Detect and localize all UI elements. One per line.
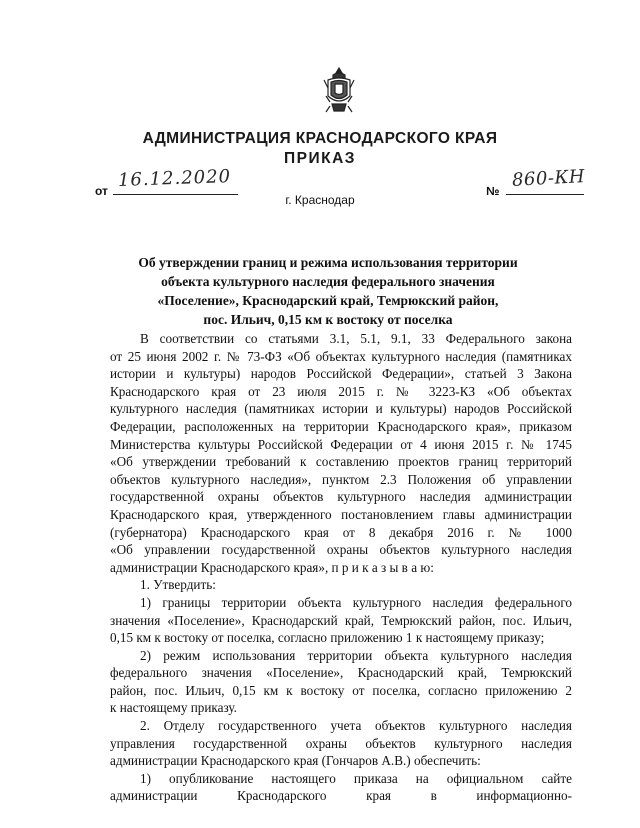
organization-heading: АДМИНИСТРАЦИЯ КРАСНОДАРСКОГО КРАЯ — [142, 130, 498, 147]
body-line: федерального значения «Поселение», Краснодарский край, Темрюкский — [110, 665, 572, 681]
handwritten-date: 16.12.2020 — [117, 166, 232, 191]
document-type-heading: ПРИКАЗ — [284, 150, 356, 167]
body-line: к настоящему приказу. — [110, 700, 237, 716]
body-line: (губернатора) Краснодарского края от 8 декабря 2016 г. № 1000 — [110, 524, 572, 540]
body-line: от 25 июня 2002 г. № 73-ФЗ «Об объектах культурного наследия (памятниках — [110, 348, 572, 364]
body-line: 2) режим использования территории объекта культурного наследия — [140, 647, 572, 663]
body-line: 1) опубликование настоящего приказа на официальном сайте — [140, 770, 572, 786]
body-line: 1. Утвердить: — [140, 577, 216, 593]
body-line: управления государственной охраны объектов культурного наследия — [110, 735, 572, 751]
body-line: государственной охраны объектов культурного наследия администрации — [110, 489, 572, 505]
body-line: значения «Поселение», Краснодарский край, Темрюкский район, пос. Ильич, — [110, 612, 572, 628]
body-line: Краснодарского края, утвержденного постановлением главы администрации — [110, 506, 572, 522]
handwritten-number: 860-КН — [511, 166, 586, 191]
date-label: от — [95, 184, 108, 198]
city-line: г. Краснодар — [285, 193, 355, 207]
body-line: Краснодарского края от 23 июля 2015 г. № 3223-КЗ «Об объектах — [110, 383, 572, 399]
subject-line: Об утверждении границ и режима использования территории — [138, 255, 518, 270]
body-line: культурного наследия (памятниках истории и культуры) народов Российской — [110, 401, 572, 417]
body-line: «Об утверждении требований к составлению проектов границ территорий — [110, 454, 572, 470]
body-line: 1) границы территории объекта культурного наследия федерального — [140, 594, 572, 610]
subject-line: объекта культурного наследия федерального значения — [161, 274, 495, 289]
body-line: истории и культуры) народов Российской Федерации», статьей 3 Закона — [110, 366, 572, 382]
order-subject — [128, 253, 528, 329]
body-line: администрации Краснодарского края», п р и к а з ы в а ю: — [110, 559, 434, 575]
order-body-text — [110, 330, 572, 805]
body-line: В соответствии со статьями 3.1, 5.1, 9.1, 33 Федерального закона — [140, 331, 572, 346]
body-line: район, пос. Ильич, 0,15 км к востоку от поселка, согласно приложению 2 — [110, 682, 572, 698]
body-line: Федерации, расположенных на территории Краснодарского края», приказом — [110, 418, 572, 434]
body-line: 2. Отделу государственного учета объектов культурного наследия — [140, 718, 572, 734]
number-label: № — [486, 184, 500, 198]
body-line: администрации Краснодарского края (Гончаров А.В.) обеспечить: — [110, 753, 481, 769]
subject-line: «Поселение», Краснодарский край, Темрюкский район, — [157, 293, 499, 308]
coat-of-arms-emblem — [322, 66, 356, 114]
body-line: 0,15 км к востоку от поселка, согласно приложению 1 к настоящему приказу; — [110, 630, 545, 646]
body-line: «Об управлении государственной охраны объектов культурного наследия — [110, 542, 572, 558]
subject-line: пос. Ильич, 0,15 км к востоку от поселка — [203, 312, 453, 327]
body-line: объектов культурного наследия», пунктом 2.3 Положения об управлении — [110, 471, 572, 487]
body-line: Министерства культуры Российской Федерации от 4 июня 2015 г. № 1745 — [110, 436, 572, 452]
body-line: администрации Краснодарского края в информационно- — [110, 788, 572, 804]
